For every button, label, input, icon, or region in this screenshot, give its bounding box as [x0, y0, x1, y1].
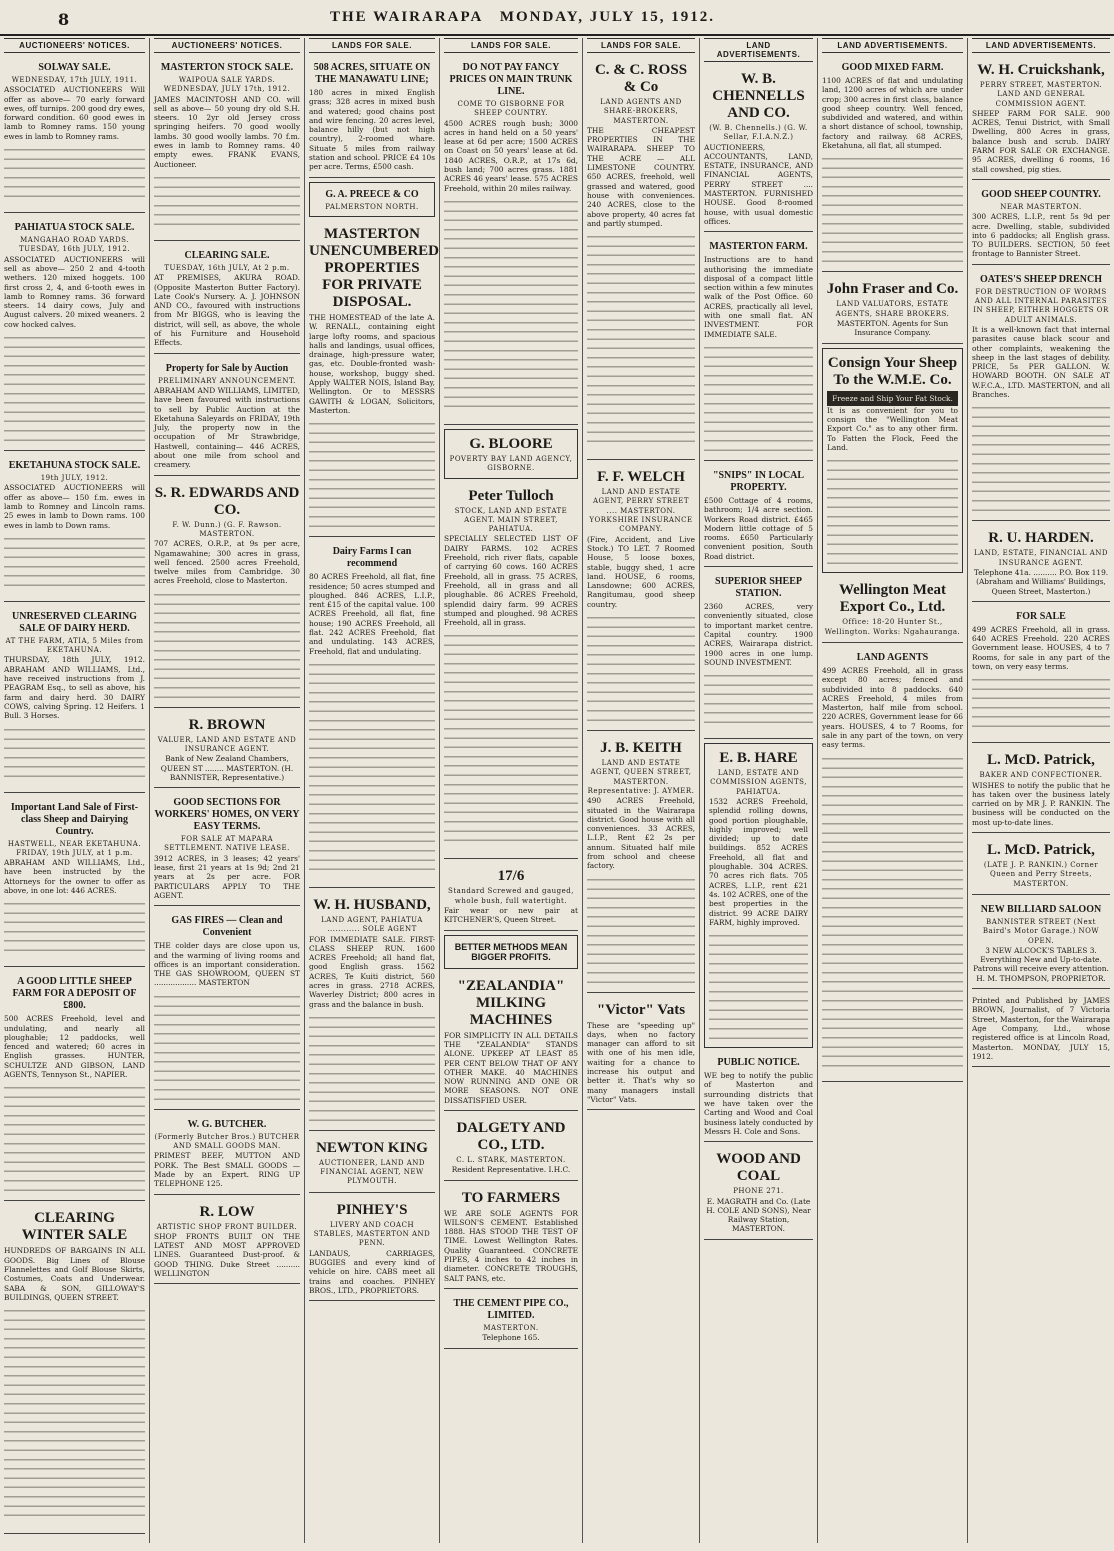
ad-body: £500 Cottage of 4 rooms, bathroom; 1/4 acre section. Workers Road district. £465 Modern little cottage of 5 rooms. £650 Particularly convenient position, South Road district.	[704, 495, 813, 561]
ad-body: Bank of New Zealand Chambers, QUEEN ST ........ MASTERTON. (H. BANNISTER, Representative.)	[160, 754, 294, 782]
ad-heading: GOOD SECTIONS FOR WORKERS' HOMES, ON VERY EASY TERMS.	[154, 797, 300, 833]
ad-heading: OATES'S SHEEP DRENCH	[979, 273, 1103, 285]
advertisement	[309, 541, 435, 888]
advertisement	[154, 792, 300, 906]
ad-heading: DO NOT PAY FANCY PRICES ON MAIN TRUNK LINE.	[449, 62, 573, 97]
text-lines	[4, 897, 145, 957]
ad-body: E. MAGRATH and Co. (Late H. COLE AND SONS), Near Railway Station, MASTERTON.	[706, 1196, 811, 1234]
ad-subheading: LAND VALUATORS, ESTATE AGENTS, SHARE BROKERS.	[835, 300, 950, 318]
ad-heading: CLEARING WINTER SALE	[21, 1210, 128, 1244]
ad-body: ASSOCIATED AUCTIONEERS Will offer as above— 70 early forward ewes, off turnips. 200 good dry ewes, forward condition. 60 good ewes in lamb to Romney rams. 150 young ewes in lamb to Romney rams.	[4, 85, 145, 141]
advertisement	[309, 182, 435, 217]
text-lines	[4, 1304, 145, 1524]
ad-subheading: PHONE 271.	[733, 1187, 784, 1196]
ad-heading: "SNIPS" IN LOCAL PROPERTY.	[712, 469, 805, 493]
ad-heading: 17/6	[497, 868, 525, 885]
ad-body: SHOP FRONTS BUILT ON THE LATEST AND MOST APPROVED LINES. Guaranteed Dust-proof. & GOOD THING. Duke Street .......... WELLINGTON	[154, 1231, 300, 1278]
ad-subheading: ARTISTIC SHOP FRONT BUILDER.	[156, 1222, 298, 1231]
masthead	[0, 0, 1114, 36]
ad-subheading: NEAR MASTERTON.	[1000, 202, 1082, 211]
text-lines	[444, 195, 578, 415]
advertisement	[587, 57, 695, 460]
advertisement	[704, 66, 813, 232]
advertisement	[444, 863, 578, 930]
ad-heading: Peter Tulloch	[468, 487, 554, 504]
advertisement	[972, 525, 1110, 601]
ad-subheading: VALUER, LAND AND ESTATE AND INSURANCE AGENT.	[157, 735, 297, 753]
advertisement	[309, 221, 440, 537]
ad-heading: C. & C. ROSS & Co	[594, 62, 688, 95]
ad-subheading: COME TO GISBORNE FOR SHEEP COUNTRY.	[457, 100, 565, 118]
advertisement	[4, 606, 145, 793]
ad-body: THURSDAY, 18th JULY, 1912. ABRAHAM AND WILLIAMS, Ltd., have received instructions from J. PEAGRAM Esq., to sell as above, his farm and dairy herd. 30 DAIRY COWS, calving Spring. 12 Heifers. 1 Bull. 3 Horses.	[4, 655, 145, 721]
ad-subheading: F. W. Dunn.) (G. F. Rawson. MASTERTON.	[172, 520, 282, 538]
advertisement	[444, 1115, 578, 1181]
ad-heading: G. BLOORE	[469, 435, 553, 452]
imprint-text: Printed and Published by JAMES BROWN, Journalist, of 7 Victoria Street, Masterton, for the Wairarapa Age Company, Ltd., whose registered office is at Lincoln Road, Masterton. MONDAY, JULY 15, 1912.	[972, 996, 1110, 1061]
ad-body: THE CHEAPEST PROPERTIES IN THE WAIRARAPA. SHEEP TO THE ACRE — ALL LIMESTONE COUNTRY. 650 ACRES, freehold, well grassed and watered, good house with conveniences. 240 ACRES, close to the above property, 40 acres fat and partly stumped.	[587, 125, 695, 228]
ad-body: Telephone 165.	[482, 1333, 540, 1343]
advertisement	[972, 747, 1110, 833]
ad-body: 707 ACRES, O.R.P., at 9s per acre, Ngamawahine; 300 acres in grass, well fenced. 2500 acres Freehold, twelve miles from Cambridge. 30 acres Freehold, close to Masterton.	[154, 539, 300, 586]
ad-body: WE ARE SOLE AGENTS FOR WILSON'S CEMENT. Established 1888. HAS STOOD THE TEST OF TIME. Lowest Wellington Rates. Quality Guaranteed. CONCRETE PIPES, 4 inches to 42 inches in diameter. CONCRETE TROUGHS, SALT PANS, etc.	[444, 1208, 578, 1283]
advertisement	[587, 464, 695, 731]
ad-body: AT PREMISES, AKURA ROAD. (Opposite Masterton Butter Factory). Late Cook's Nursery. A. J. JOHNSON AND CO., favoured with instructions from Mr BIGGS, who is leaving the district, will sell, as above, the whole of his Furniture and Household Effects.	[154, 273, 300, 348]
advertisement	[444, 429, 578, 479]
ad-body: It is as convenient for you to consign the "Wellington Meat Export Co." as to any other firm. To Fatten the Flock, Feed the Land.	[827, 405, 958, 453]
advertisement	[154, 1114, 300, 1195]
advertisement	[704, 465, 813, 567]
ad-heading: PINHEY'S	[336, 1201, 408, 1218]
imprint	[972, 993, 1110, 1067]
ad-subheading: WAIPOUA SALE YARDS. WEDNESDAY, JULY 17th, 1912.	[163, 76, 291, 94]
text-lines	[587, 230, 695, 450]
column-7	[818, 38, 968, 1543]
ad-body: 300 ACRES, L.I.P., rent 5s 9d per acre. Dwelling, stable, subdivided into 6 paddocks; all English grass. TO BUILDERS. SECTION, 50 feet frontage to Bannister Street.	[972, 212, 1110, 259]
ad-heading: DALGETY AND CO., LTD.	[456, 1119, 566, 1153]
column-4	[440, 38, 583, 1543]
text-lines	[444, 629, 578, 849]
ad-heading: L. McD. Patrick,	[987, 752, 1095, 769]
advertisement	[154, 712, 300, 788]
ad-subheading: LAND, ESTATE AND COMMISSION AGENTS, PAHIATUA.	[710, 769, 807, 796]
ad-heading: G. A. PREECE & CO	[325, 188, 419, 200]
advertisement	[444, 483, 578, 860]
ad-subheading: C. L. STARK, MASTERTON.	[456, 1155, 566, 1164]
advertisement	[972, 184, 1110, 265]
ad-subheading: MANGAHAO ROAD YARDS. TUESDAY, 16th JULY, 1912.	[18, 236, 131, 254]
ad-body: 1532 ACRES Freehold, splendid rolling downs, good portion ploughable, highly improved; well divided; up to date buildings. 852 ACRES Freehold, all flat and ploughable. 304 ACRES. 70 acres rich flats. 705 ACRES, L.I.P., rent £21 4s. 102 ACRES, one of the best properties in the district. 99 ACRE DAIRY FARM, highly improved.	[709, 796, 808, 927]
advertisement	[444, 973, 578, 1111]
ad-body: Instructions are to hand authorising the immediate disposal of a compact little section within a few minutes walk of the Post Office. 60 ACRES, practically all level, with one small flat. AN INVESTMENT. FOR IMMEDIATE SALE.	[704, 255, 813, 339]
ad-body: LANDAUS, CARRIAGES, BUGGIES and every kind of vehicle on hire. CABS meet all trains and coaches. PINHEY BROS., LTD., PROPRIETORS.	[309, 1248, 435, 1295]
ad-body: These are "speeding up" days, when no factory manager can afford to sit with one of his men idle, waiting for a chance to increase his output and better it. That's why so many managers install "Victor" Vats.	[587, 1020, 695, 1104]
ad-body: 3912 ACRES, in 3 leases; 42 years' lease, first 21 years at 1s 9d; 2nd 21 years at 2s per acre. FOR PARTICULARS APPLY TO THE AGENT.	[154, 853, 300, 900]
text-lines	[154, 171, 300, 231]
column-2	[150, 38, 305, 1543]
column-header: LANDS FOR SALE.	[587, 38, 695, 53]
ad-subheading: TUESDAY, 16th JULY, At 2 p.m.	[164, 263, 290, 272]
ad-subheading: LAND, ESTATE, FINANCIAL AND INSURANCE AGENT.	[973, 549, 1108, 567]
ad-heading: "Victor" Vats	[596, 1001, 686, 1018]
advertisement	[822, 276, 963, 343]
column-6	[700, 38, 818, 1543]
column-header: LAND ADVERTISEMENTS.	[822, 38, 963, 53]
advertisement	[444, 1185, 578, 1289]
ad-heading: L. McD. Patrick,	[987, 842, 1095, 859]
text-lines	[4, 143, 145, 203]
text-lines	[704, 341, 813, 451]
ad-subheading: HASTWELL, NEAR EKETAHUNA. FRIDAY, 19th JULY, at 1 p.m.	[7, 839, 142, 857]
advertisement	[972, 606, 1110, 743]
ad-heading: A GOOD LITTLE SHEEP FARM FOR A DEPOSIT OF £800.	[12, 976, 137, 1012]
ad-body: WISHES to notify the public that he has taken over the business lately carried on by MR J. P. RANKIN. The business will be conducted on the most up-to-date lines.	[972, 780, 1110, 827]
ad-heading: SOLWAY SALE.	[38, 62, 111, 73]
ad-heading: PUBLIC NOTICE.	[717, 1057, 800, 1069]
ad-heading: LAND AGENTS	[856, 651, 929, 663]
ad-subheading: LAND AND ESTATE AGENT, QUEEN STREET, MASTERTON. Representative: J. AYMER.	[587, 759, 695, 795]
text-lines	[587, 611, 695, 721]
ad-heading: NEW BILLIARD SALOON	[980, 903, 1102, 915]
ad-heading: W. H. Cruickshank,	[977, 62, 1105, 78]
text-lines	[309, 417, 435, 527]
advertisement	[587, 735, 695, 993]
ad-body: Resident Representative. I.H.C.	[451, 1165, 571, 1175]
text-lines	[704, 669, 813, 729]
column-header: LANDS FOR SALE.	[309, 38, 435, 53]
ad-heading: EKETAHUNA STOCK SALE.	[8, 460, 141, 472]
page-number: 8	[58, 10, 70, 29]
advertisement	[154, 358, 300, 476]
ad-body: ABRAHAM AND WILLIAMS, LIMITED, have been favoured with instructions to sell by Public Auction at the Eketahuna Saleyards on FRIDAY, 19th July, the property now in the occupation of Mr Strawbridge, Hastwell, containing— 446 ACRES, about one mile from school and creamery.	[154, 385, 300, 470]
ad-heading: J. B. KEITH	[600, 740, 682, 757]
ad-subheading: 19th JULY, 1912.	[40, 474, 109, 483]
text-lines	[4, 723, 145, 783]
ad-heading: FOR SALE	[1016, 610, 1066, 622]
ad-subheading: PRELIMINARY ANNOUNCEMENT.	[158, 376, 296, 385]
advertisement	[4, 797, 145, 968]
issue-date: MONDAY, JULY 15, 1912.	[499, 9, 715, 25]
advertisement	[704, 571, 813, 739]
advertisement	[822, 647, 963, 1082]
advertisement	[444, 935, 578, 969]
ad-subheading: POVERTY BAY LAND AGENCY, GISBORNE.	[449, 454, 573, 473]
ad-body: 490 ACRES Freehold, situated in the Wairarapa district. Good house with all conveniences. 33 ACRES, L.I.P., Rent £2 2s per annum. Situated half mile from school and cheese factory.	[587, 796, 695, 871]
text-lines	[827, 454, 958, 564]
advertisement	[154, 57, 300, 241]
ad-heading: GAS FIRES — Clean and Convenient	[171, 915, 283, 939]
text-lines	[309, 658, 435, 878]
ad-heading: WOOD AND COAL	[716, 1151, 801, 1185]
ad-body: 1100 ACRES of flat and undulating land, 1200 acres of which are under crop; 300 acres in first class, balance good sheep country. Well fenced, subdivided and watered, and within a short distance of school, township, factory and railway. 68 ACRES, Eketahuna, all flat, all stumped.	[822, 76, 963, 151]
advertisement	[4, 1205, 145, 1534]
advertisement	[822, 577, 963, 643]
column-header: AUCTIONEERS' NOTICES.	[154, 38, 300, 53]
ad-body: 180 acres in mixed English grass; 328 acres in mixed bush and watered; good chains post and wire fencing. 20 acres level, balance hilly (but not high country), 2-roomed whare. Situate 5 miles from railway station and school. PRICE £4 10s per acre. Terms, £500 cash.	[309, 88, 435, 172]
ad-heading: Important Land Sale of First-class Sheep and Dairying Country.	[10, 801, 139, 837]
text-lines	[4, 1081, 145, 1191]
text-lines	[822, 752, 963, 1072]
ad-heading: NEWTON KING	[316, 1139, 428, 1156]
ad-heading: THE CEMENT PIPE CO., LIMITED.	[453, 1297, 569, 1321]
ad-heading: CLEARING SALE.	[184, 249, 270, 261]
ad-subheading: LAND AGENT, PAHIATUA ............ SOLE AGENT	[321, 915, 423, 934]
ad-subheading: PALMERSTON NORTH.	[325, 202, 419, 211]
ad-subheading: FOR DESTRUCTION OF WORMS AND ALL INTERNAL PARASITES IN SHEEP, EITHER HOGGETS OR ADULT ANIMALS.	[973, 287, 1109, 324]
ad-heading: W. G. BUTCHER.	[187, 1118, 267, 1130]
advertisement	[444, 57, 578, 425]
ad-heading: R. LOW	[199, 1203, 255, 1220]
advertisement	[587, 997, 695, 1111]
ad-subheading: WEDNESDAY, 17th JULY, 1911.	[11, 76, 138, 84]
ad-body: WE beg to notify the public of Masterton and surrounding districts that we have taken over the Carting and Wood and Coal business lately conducted by Messrs H. Cole and Sons.	[704, 1071, 813, 1136]
ad-heading: TO FARMERS	[461, 1189, 561, 1206]
ad-body: PRIMEST BEEF, MUTTON AND PORK. The Best SMALL GOODS — Made by an Expert. RING UP TELEPHONE 125.	[154, 1151, 300, 1189]
ad-body: THE HOMESTEAD of the late A. W. RENALL, containing eight large lofty rooms, and spacious halls and landings, usual offices, drainage, high-pressure water, gas, etc. Double-fronted wash-house, workshop, buggy shed. Apply WALTER NOIS, Island Bay, Wellington. Or to MESSRS GAWITH & LOGAN, Solicitors, Masterton.	[309, 312, 435, 415]
text-lines	[4, 532, 145, 592]
ad-body: 499 ACRES Freehold, all in grass. 640 ACRES Freehold. 220 ACRES Government lease. HOUSES, 4 to 7 Rooms, for sale in any part of the town, on very easy terms.	[972, 624, 1110, 671]
ad-subheading: AUCTIONEER, LAND AND FINANCIAL AGENT, NEW PLYMOUTH.	[318, 1158, 425, 1186]
ad-body: Fair wear or new pair at KITCHENER'S, Queen Street.	[444, 906, 578, 925]
ad-subheading: (LATE J. P. RANKIN.) Corner Queen and Perry Streets, MASTERTON.	[983, 861, 1099, 888]
advertisement	[154, 1199, 300, 1285]
advertisement	[4, 217, 145, 451]
ad-heading: BETTER METHODS MEAN BIGGER PROFITS.	[454, 941, 568, 962]
advertisement	[309, 57, 435, 178]
column-header: LAND ADVERTISEMENTS.	[704, 38, 813, 62]
ad-subheading: MASTERTON.	[483, 1323, 539, 1332]
text-lines	[154, 990, 300, 1100]
ad-subheading: FOR SALE AT MAPARA SETTLEMENT. NATIVE LEASE.	[164, 835, 290, 853]
column-3	[305, 38, 440, 1543]
text-lines	[972, 673, 1110, 733]
ad-heading: Property for Sale by Auction	[165, 362, 289, 374]
ad-heading: John Fraser and Co.	[826, 281, 959, 298]
advertisement	[309, 1197, 435, 1301]
ad-body: 4500 ACRES rough bush; 3000 acres in hand held on a 50 years' lease at 6d per acre; 1500 ACRES on Coast on 50 years' lease at 6d. 1840 ACRES, O.R.P., at 17s 6d, bush land; 700 acres grass. 1881 ACRES 46 years' lease. 575 ACRES Freehold, within 20 miles railway.	[444, 118, 578, 193]
ad-heading: S. R. EDWARDS AND CO.	[154, 484, 300, 518]
column-5	[583, 38, 700, 1543]
ad-body: HUNDREDS OF BARGAINS IN ALL GOODS. Big Lines of Blouse Flannelettes and Golf Blouse Skirts, Costumes, Coats and Underwear. SABA & SON, GILLOWAY'S BUILDINGS, QUEEN STREET.	[4, 1246, 145, 1302]
ad-subheading: LAND AGENTS AND SHARE-BROKERS, MASTERTON.	[600, 98, 682, 125]
advertisement	[972, 269, 1110, 522]
ad-body: ABRAHAM AND WILLIAMS, Ltd., have been instructed by the Attorneys for the owner to offer as above, in one lot: 446 ACRES.	[4, 858, 145, 895]
ad-heading: MASTERTON UNENCUMBERED PROPERTIES FOR PRIVATE DISPOSAL.	[309, 225, 440, 310]
text-lines	[587, 873, 695, 983]
text-lines	[709, 929, 808, 1039]
text-lines	[154, 588, 300, 698]
ad-heading: Consign Your Sheep To the W.M.E. Co.	[827, 354, 958, 388]
text-lines	[822, 152, 963, 262]
advertisement	[972, 57, 1110, 180]
ad-heading: MASTERTON STOCK SALE.	[160, 62, 294, 73]
ad-heading: PAHIATUA STOCK SALE.	[14, 222, 135, 234]
column-header: AUCTIONEERS' NOTICES.	[4, 38, 145, 53]
advertisement	[704, 236, 813, 461]
ad-subheading: LAND AND ESTATE AGENT, PERRY STREET .... MASTERTON. YORKSHIRE INSURANCE COMPANY.	[589, 488, 693, 534]
ad-subheading: STOCK, LAND AND ESTATE AGENT. MAIN STREET, PAHIATUA.	[454, 506, 568, 534]
masthead-title	[330, 9, 715, 26]
advertisement	[822, 57, 963, 272]
ad-body: It is a well-known fact that internal parasites cause black scour and other complaints, weakening the sheep in the last stages of debility. PRICE, 5s PER GALLON. W. HOWARD BOOTH. ON SALE AT W.F.C.A., LTD. MASTERTON, and all Branches.	[972, 324, 1110, 400]
ad-body: THE colder days are close upon us, and the warming of living rooms and offices is an important consideration. THE GAS SHOWROOM, QUEEN ST .................. MASTERTON	[154, 941, 300, 988]
ad-heading: W. H. HUSBAND,	[313, 896, 431, 913]
ad-subheading: BANNISTER STREET (Next Baird's Motor Garage.) NOW OPEN.	[982, 917, 1100, 945]
ad-heading: 508 ACRES, SITUATE ON THE MANAWATU LINE;	[313, 62, 431, 85]
advertisement	[972, 837, 1110, 895]
newspaper-name: THE WAIRARAPA	[330, 9, 483, 25]
column-8	[968, 38, 1114, 1543]
advertisement	[704, 1052, 813, 1142]
ad-body: FOR IMMEDIATE SALE. FIRST-CLASS SHEEP RUN. 1600 ACRES Freehold; all hand flat, good English grass. 1562 ACRES, Te Kuiti district, 560 acres in grass. 2718 ACRES, Waverley District; 800 acres in grass and the balance in bush.	[309, 934, 435, 1009]
advertisement	[4, 455, 145, 602]
ad-heading: E. B. HARE	[719, 750, 798, 767]
ad-body: (Fire, Accident, and Live Stock.) TO LET. 7 Roomed House, 5 loose boxes, stable, buggy shed, 1 acre land. HOUSE, 6 rooms, Lansdowne; 600 ACRES, Rangitumau, good sheep country.	[587, 534, 695, 609]
ad-subheading: AT THE FARM, ATIA, 5 Miles from EKETAHUNA.	[5, 636, 144, 655]
advertisement	[154, 245, 300, 354]
ad-heading: UNRESERVED CLEARING SALE OF DAIRY HERD.	[12, 610, 137, 634]
ad-body: 3 NEW ALCOCK'S TABLES 3. Everything New and Up-to-date. Patrons will receive every attention. H. M. THOMPSON, PROPRIETOR.	[973, 945, 1109, 983]
advertisement	[309, 1135, 435, 1193]
ad-body: MASTERTON. Agents for Sun Insurance Company.	[836, 318, 949, 338]
ad-subheading: Freeze and Ship Your Fat Stock.	[827, 391, 958, 406]
ad-heading: GOOD MIXED FARM.	[841, 62, 944, 73]
ad-heading: R. BROWN	[188, 716, 266, 733]
ad-body: Telephone 41a. .......... P.O. Box 119. (Abraham and Williams' Buildings, Queen Street, Masterton.)	[973, 567, 1109, 596]
ad-subheading: Office: 18-20 Hunter St., Wellington. Works: Ngahauranga.	[824, 618, 961, 636]
ad-heading: SUPERIOR SHEEP STATION.	[715, 576, 802, 600]
advertisement	[154, 480, 300, 708]
advertisement	[972, 899, 1110, 989]
ad-subheading: (W. B. Chennells.) (G. W. Sellar, F.I.A.N.Z.)	[709, 124, 808, 142]
ad-body: 499 ACRES Freehold, all in grass except 80 acres; fenced and subdivided into 8 paddocks. 640 ACRES Freehold, 4 miles from Masterton, half mile from school. 220 ACRES, Government lease for 66 years. HOUSES, 4 to 7 Rooms, for sale in any part of the town, on very easy terms.	[822, 665, 963, 750]
ad-heading: MASTERTON FARM.	[709, 241, 808, 253]
ad-heading: GOOD SHEEP COUNTRY.	[981, 188, 1101, 200]
advertisement	[444, 1293, 578, 1349]
ad-heading: Dairy Farms I can recommend	[332, 546, 412, 570]
advertisement	[704, 743, 813, 1048]
ad-subheading: (Formerly Butcher Bros.) BUTCHER AND SMALL GOODS MAN.	[154, 1132, 300, 1151]
ad-body: SPECIALLY SELECTED LIST OF DAIRY FARMS. 102 ACRES Freehold, rich river flats, capable of carrying 60 cows. 160 ACRES Freehold, all in grass. 75 ACRES, Freehold, all in grass and all ploughable. 86 ACRES Freehold, splendid dairy farm. 99 ACRES stumped and ploughed. 98 ACRES Freehold, all in grass.	[444, 534, 578, 628]
ad-subheading: LIVERY AND COACH STABLES, MASTERTON AND PENN.	[313, 1220, 431, 1248]
ad-heading: "ZEALANDIA" MILKING MACHINES	[457, 977, 565, 1028]
column-header: LANDS FOR SALE.	[444, 38, 578, 53]
ad-heading: F. F. WELCH	[597, 469, 685, 486]
text-lines	[972, 401, 1110, 511]
ad-heading: Wellington Meat Export Co., Ltd.	[838, 582, 947, 616]
column-header: LAND ADVERTISEMENTS.	[972, 38, 1110, 53]
ad-body: SHEEP FARM FOR SALE. 900 ACRES, Tenui District, with Small Dwelling, 800 Acres in grass, balance bush and scrub. DAIRY FARM FOR SALE OR EXCHANGE. 95 ACRES, dwelling 6 rooms, 16 stall cowshed, pig sties.	[972, 108, 1110, 174]
ad-heading: R. U. HARDEN.	[988, 530, 1094, 547]
ad-body: JAMES MACINTOSH AND CO. will sell as above— 50 young dry old S.H. steers. 10 2yr old Jersey cross springing heifers. 70 good woolly lambs. 30 good woolly lambs. 70 f.m. ewes in lamb to Romney rams. 40 empty ewes. FRANK EVANS, Auctioneer.	[154, 94, 300, 169]
ad-subheading: PERRY STREET, MASTERTON. LAND AND GENERAL COMMISSION AGENT.	[979, 81, 1103, 108]
advertisement	[154, 910, 300, 1109]
advertisement	[309, 892, 435, 1131]
ad-body: 500 ACRES Freehold, level and undulating, and nearly all ploughable; 12 paddocks, well fenced and watered; 60 acres in English grasses. HUNTER, SCHULTZE AND GIBSON, LAND AGENTS, Tennyson St., NAPIER.	[4, 1014, 145, 1080]
text-lines	[4, 331, 145, 441]
advertisement	[822, 348, 963, 574]
column-1	[0, 38, 150, 1543]
ad-body: FOR SIMPLICITY IN ALL DETAILS THE "ZEALANDIA" STANDS ALONE. UPKEEP AT LEAST 85 PER CENT BELOW THAT OF ANY OTHER MAKE. 40 MACHINES NOW RUNNING AND ONE OR MORE SEASONS. NOT ONE DISSATISFIED USER.	[444, 1030, 578, 1105]
text-lines	[309, 1011, 435, 1121]
ad-subheading: Standard Screwed and gauged, whole bush, full watertight.	[448, 887, 574, 905]
ad-body: ASSOCIATED AUCTIONEERS will offer as above— 150 f.m. ewes in lamb to Romney and Lincoln rams. 25 ewes in lamb to Down rams. 100 ewes in lamb to Down rams.	[4, 483, 145, 530]
ad-body: 2360 ACRES, very conveniently situated, close to important market centre. Capital country. 1900 ACRES, Wairarapa district. 1900 acres in one lump. SOUND INVESTMENT.	[704, 602, 813, 667]
advertisement	[4, 971, 145, 1201]
advertisement	[704, 1146, 813, 1239]
ad-body: ASSOCIATED AUCTIONEERS will sell as above— 250 2 and 4-tooth wethers. 120 mixed hoggets. 100 first cross 2, 4, and 6-tooth ewes in lamb to Romney rams. 36 forward steers. 14 dairy cows, July and August calvers. 20 mixed weaners. 2 cow hocked calves.	[4, 254, 145, 329]
ad-body: AUCTIONEERS, ACCOUNTANTS, LAND, ESTATE, INSURANCE, AND FINANCIAL AGENTS, PERRY STREET .... MASTERTON. FURNISHED HOUSE. Good 8-roomed house, with usual domestic offices.	[704, 142, 813, 226]
advertisement	[4, 57, 145, 213]
ad-subheading: BAKER AND CONFECTIONER.	[979, 771, 1103, 780]
ad-body: 80 ACRES Freehold, all flat, fine residence; 50 acres stumped and ploughed. 846 ACRES, L.I.P., rent £15 of the capital value. 100 ACRES Freehold, all flat, fine house; 190 ACRES Freehold, all flat. 242 ACRES Freehold, flat and undulating. 143 ACRES, Freehold, flat and undulating.	[309, 572, 435, 656]
ad-heading: W. B. CHENNELLS AND CO.	[712, 71, 805, 121]
